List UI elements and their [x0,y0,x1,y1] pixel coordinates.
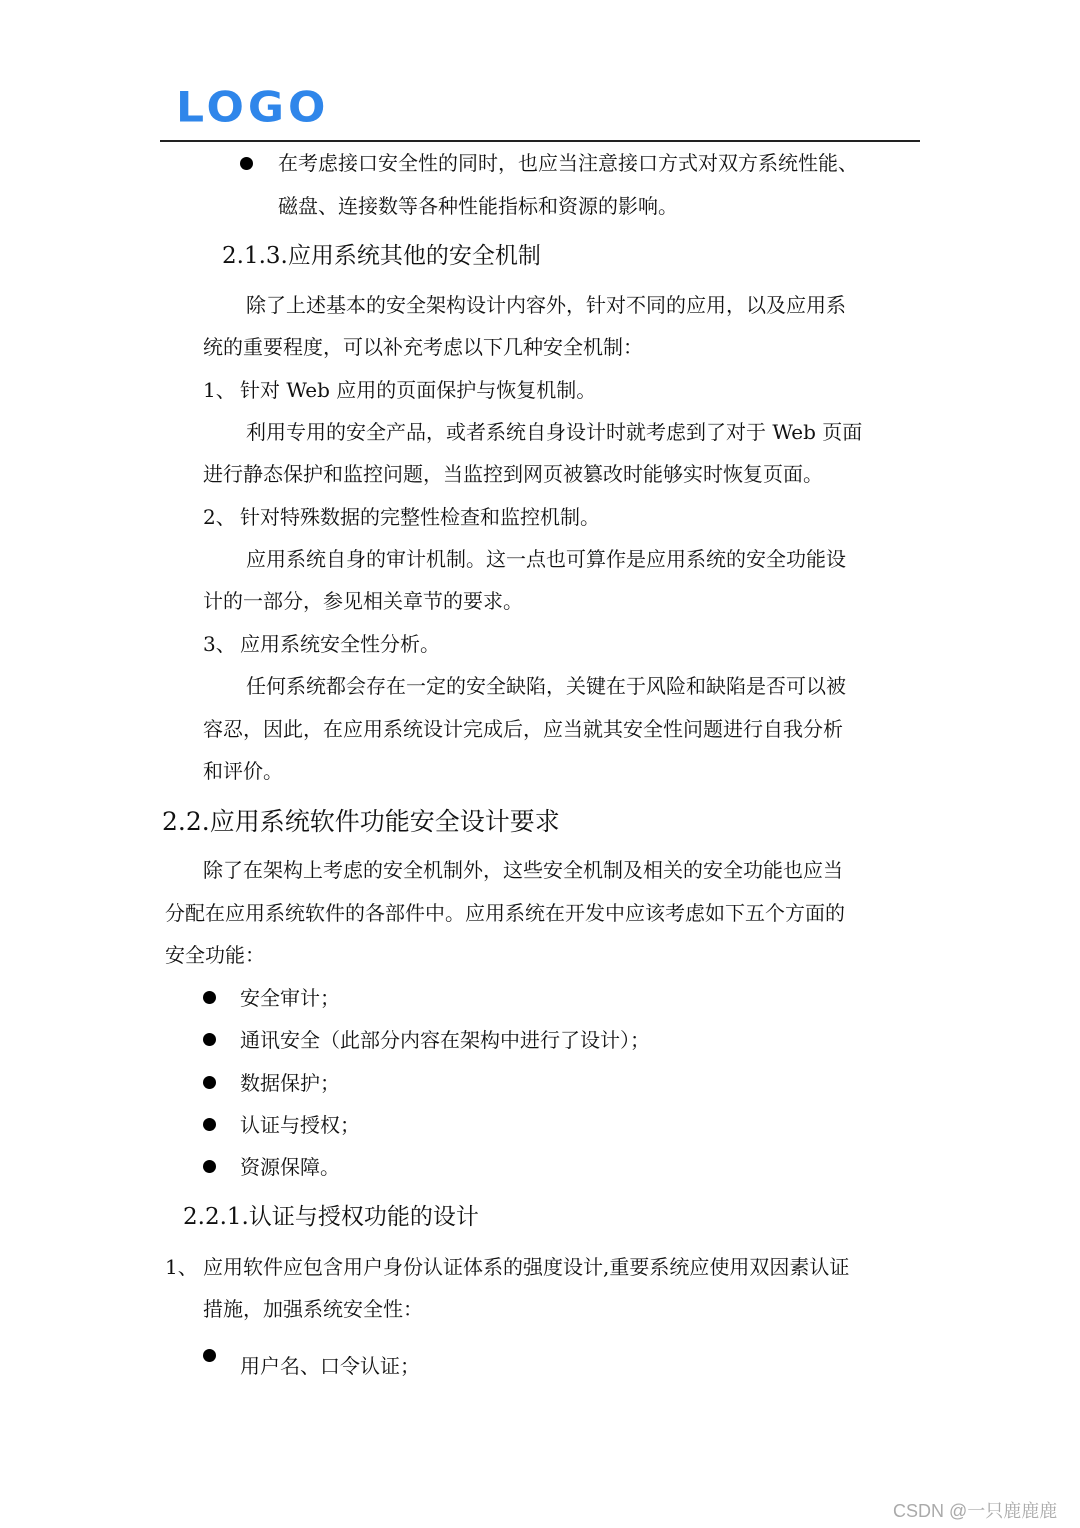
bullet-item: 认证与授权； [240,1113,360,1137]
watermark: CSDN @一只鹿鹿鹿 [893,1501,1058,1521]
bullet-icon [203,1349,216,1362]
header-divider [160,140,920,142]
bullet-icon [203,991,216,1004]
list-number: 3、 [203,632,236,656]
paragraph-line: 应用系统自身的审计机制。这一点也可算作是应用系统的安全功能设 [246,547,846,571]
paragraph-line: 除了上述基本的安全架构设计内容外，针对不同的应用，以及应用系 [246,293,846,317]
paragraph-line: 利用专用的安全产品，或者系统自身设计时就考虑到了对于 Web 页面 [246,420,863,444]
bullet-icon [203,1033,216,1046]
section-heading-2-2-1: 2.2.1.认证与授权功能的设计 [183,1204,479,1230]
section-heading-2-2: 2.2.应用系统软件功能安全设计要求 [162,807,560,836]
paragraph-line: 和评价。 [203,759,283,783]
bullet-item: 通讯安全（此部分内容在架构中进行了设计）； [240,1028,650,1052]
paragraph-line: 措施，加强系统安全性： [203,1297,423,1321]
bullet-icon [240,157,253,170]
list-item-title: 针对特殊数据的完整性检查和监控机制。 [240,505,600,529]
paragraph-line: 磁盘、连接数等各种性能指标和资源的影响。 [278,194,678,218]
paragraph-line: 安全功能： [165,943,265,967]
paragraph-line: 统的重要程度，可以补充考虑以下几种安全机制： [203,335,643,359]
list-item-title: 应用系统安全性分析。 [240,632,440,656]
paragraph-line: 计的一部分，参见相关章节的要求。 [203,589,523,613]
bullet-icon [203,1076,216,1089]
bullet-icon [203,1118,216,1131]
paragraph-line: 容忍，因此，在应用系统设计完成后，应当就其安全性问题进行自我分析 [203,717,843,741]
paragraph-line: 进行静态保护和监控问题，当监控到网页被篡改时能够实时恢复页面。 [203,462,823,486]
bullet-item: 安全审计； [240,986,340,1010]
section-heading-2-1-3: 2.1.3.应用系统其他的安全机制 [222,243,541,269]
bullet-icon [203,1160,216,1173]
list-number: 2、 [203,505,236,529]
bullet-item: 数据保护； [240,1071,340,1095]
paragraph-line: 应用软件应包含用户身份认证体系的强度设计,重要系统应使用双因素认证 [203,1255,850,1279]
logo: LOGO [176,83,330,132]
paragraph-line: 除了在架构上考虑的安全机制外，这些安全机制及相关的安全功能也应当 [203,858,843,882]
list-number: 1、 [203,378,236,402]
bullet-item: 用户名、口令认证； [240,1354,420,1378]
paragraph-line: 分配在应用系统软件的各部件中。应用系统在开发中应该考虑如下五个方面的 [165,901,845,925]
paragraph-line: 任何系统都会存在一定的安全缺陷，关键在于风险和缺陷是否可以被 [246,674,846,698]
list-number: 1、 [165,1255,198,1279]
bullet-item: 资源保障。 [240,1155,340,1179]
paragraph-line: 在考虑接口安全性的同时，也应当注意接口方式对双方系统性能、 [278,151,858,175]
list-item-title: 针对 Web 应用的页面保护与恢复机制。 [240,378,597,402]
